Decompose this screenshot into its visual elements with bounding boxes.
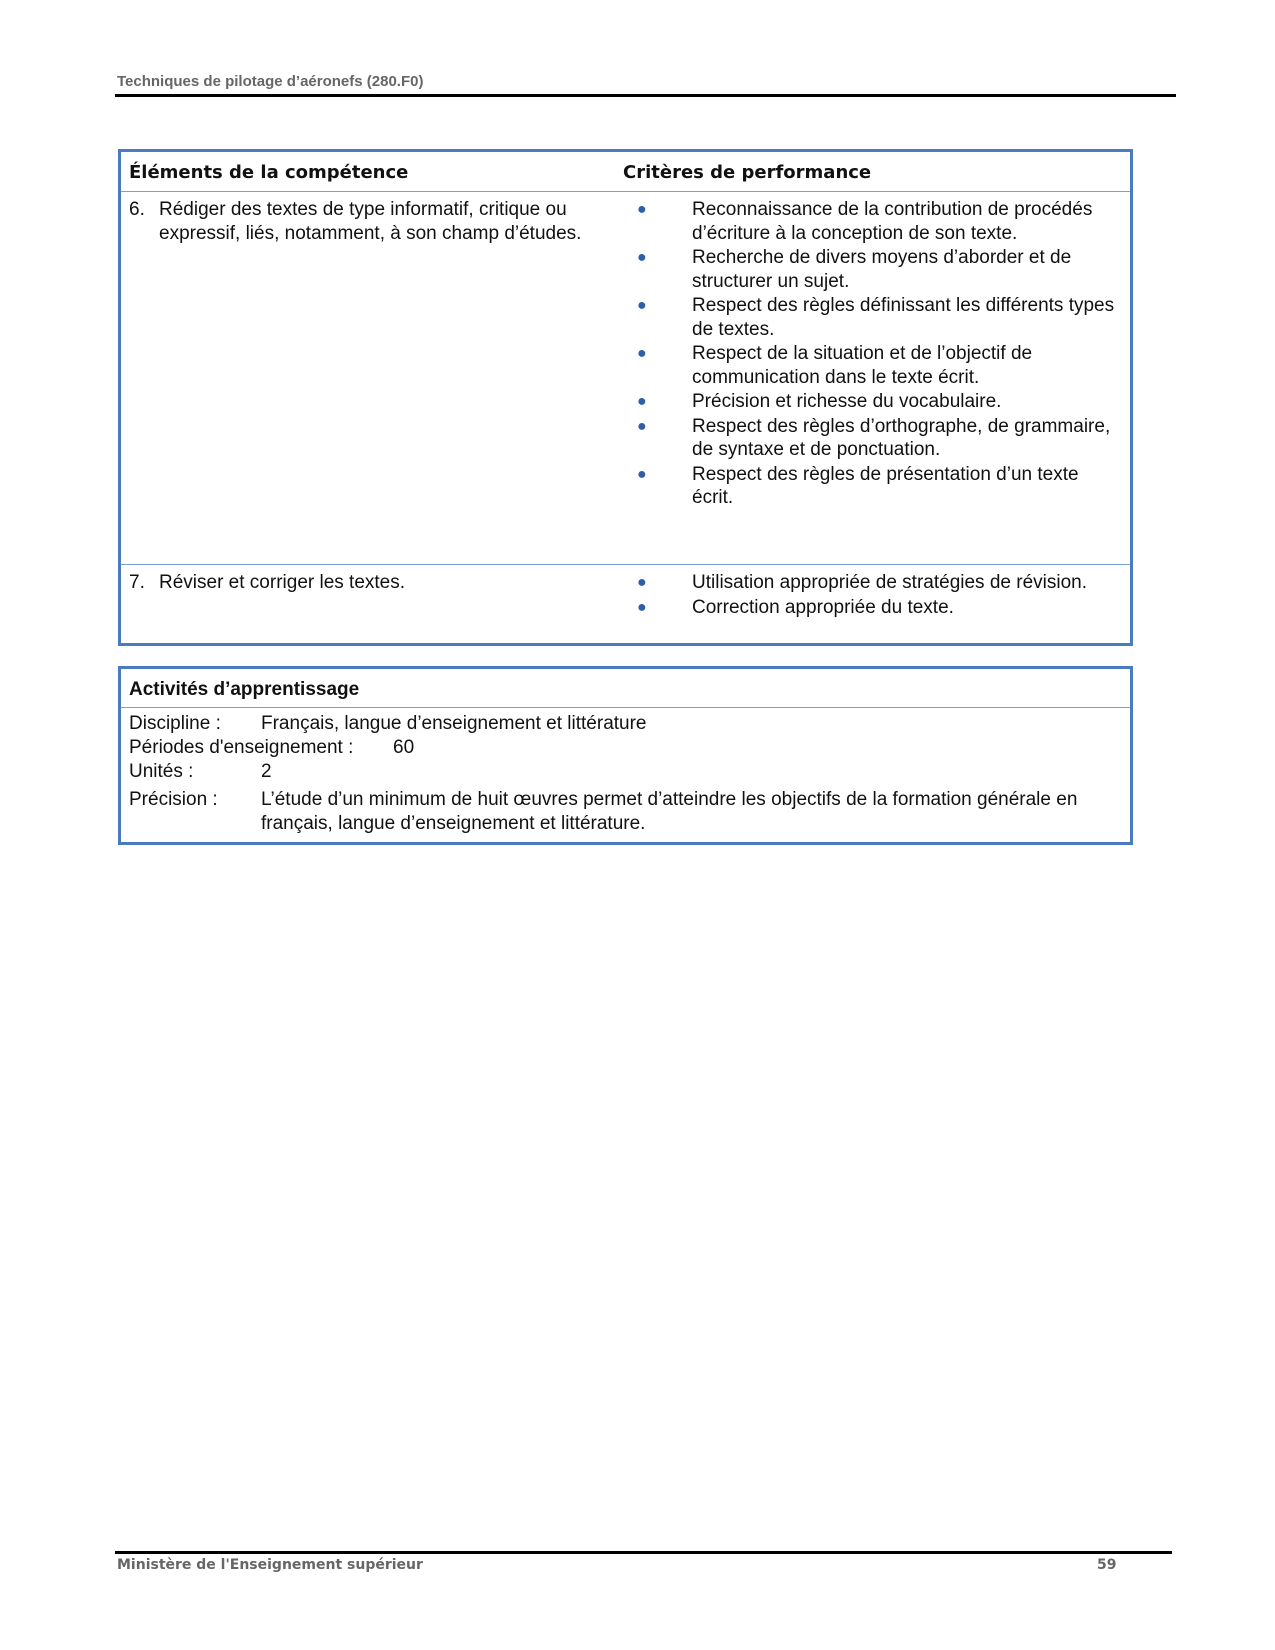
column-header-criteria: Critères de performance <box>623 162 872 183</box>
bullet-icon: ● <box>637 465 647 483</box>
competence-table <box>118 149 1133 646</box>
bullet-icon: ● <box>637 297 647 314</box>
element-number: 6. <box>129 199 145 220</box>
activities-table <box>118 666 1133 845</box>
criteria-list <box>623 571 1122 619</box>
page-number: 59 <box>1097 1557 1117 1573</box>
header-rule <box>115 94 1176 97</box>
footer-ministry: Ministère de l'Enseignement supérieur <box>117 1557 423 1573</box>
element-number: 7. <box>129 572 145 593</box>
list-item: ● Respect de la situation et de l’objectif de communication dans le texte écrit. <box>623 342 1122 389</box>
list-item: ● Correction appropriée du texte. <box>623 596 1122 620</box>
bullet-icon: ● <box>637 249 647 266</box>
footer-rule <box>115 1551 1172 1554</box>
list-item: ● Respect des règles définissant les différents types de textes. <box>623 294 1122 341</box>
list-item: ● Reconnaissance de la contribution de procédés d’écriture à la conception de son texte. <box>623 198 1122 245</box>
bullet-icon: ● <box>637 345 647 362</box>
criteria-list <box>623 198 1122 510</box>
element-text: Réviser et corriger les textes. <box>159 572 406 593</box>
list-item: ● Respect des règles de présentation d’un texte écrit. <box>623 463 1122 510</box>
table-header-row <box>121 152 1130 192</box>
periodes-row: Périodes d'enseignement : 60 <box>129 737 415 758</box>
running-header: Techniques de pilotage d’aéronefs (280.F0) <box>117 73 424 90</box>
discipline-row: Discipline : Français, langue d’enseignement et littérature <box>129 713 647 734</box>
bullet-icon: ● <box>637 393 647 410</box>
list-item: ● Recherche de divers moyens d’aborder et de structurer un sujet. <box>623 246 1122 293</box>
table-row <box>121 192 1130 565</box>
activities-title: Activités d’apprentissage <box>121 669 1130 708</box>
table-row <box>121 565 1130 643</box>
bullet-icon: ● <box>637 417 647 435</box>
list-item: ● Respect des règles d’orthographe, de grammaire, de syntaxe et de ponctuation. <box>623 415 1122 462</box>
bullet-icon: ● <box>637 598 647 616</box>
bullet-icon: ● <box>637 574 647 591</box>
element-text: Rédiger des textes de type informatif, critique ou expressif, liés, notamment, à son champ d’études. <box>159 199 582 244</box>
precision-row: Précision : L’étude d’un minimum de huit œuvres permet d’atteindre les objectifs de la formation générale en français, langue d’enseignement et littérature. <box>129 789 1078 834</box>
unites-row: Unités : 2 <box>129 761 272 782</box>
bullet-icon: ● <box>637 201 647 218</box>
list-item: ● Précision et richesse du vocabulaire. <box>623 390 1122 414</box>
list-item: ● Utilisation appropriée de stratégies de révision. <box>623 571 1122 595</box>
column-header-elements: Éléments de la compétence <box>129 162 409 183</box>
